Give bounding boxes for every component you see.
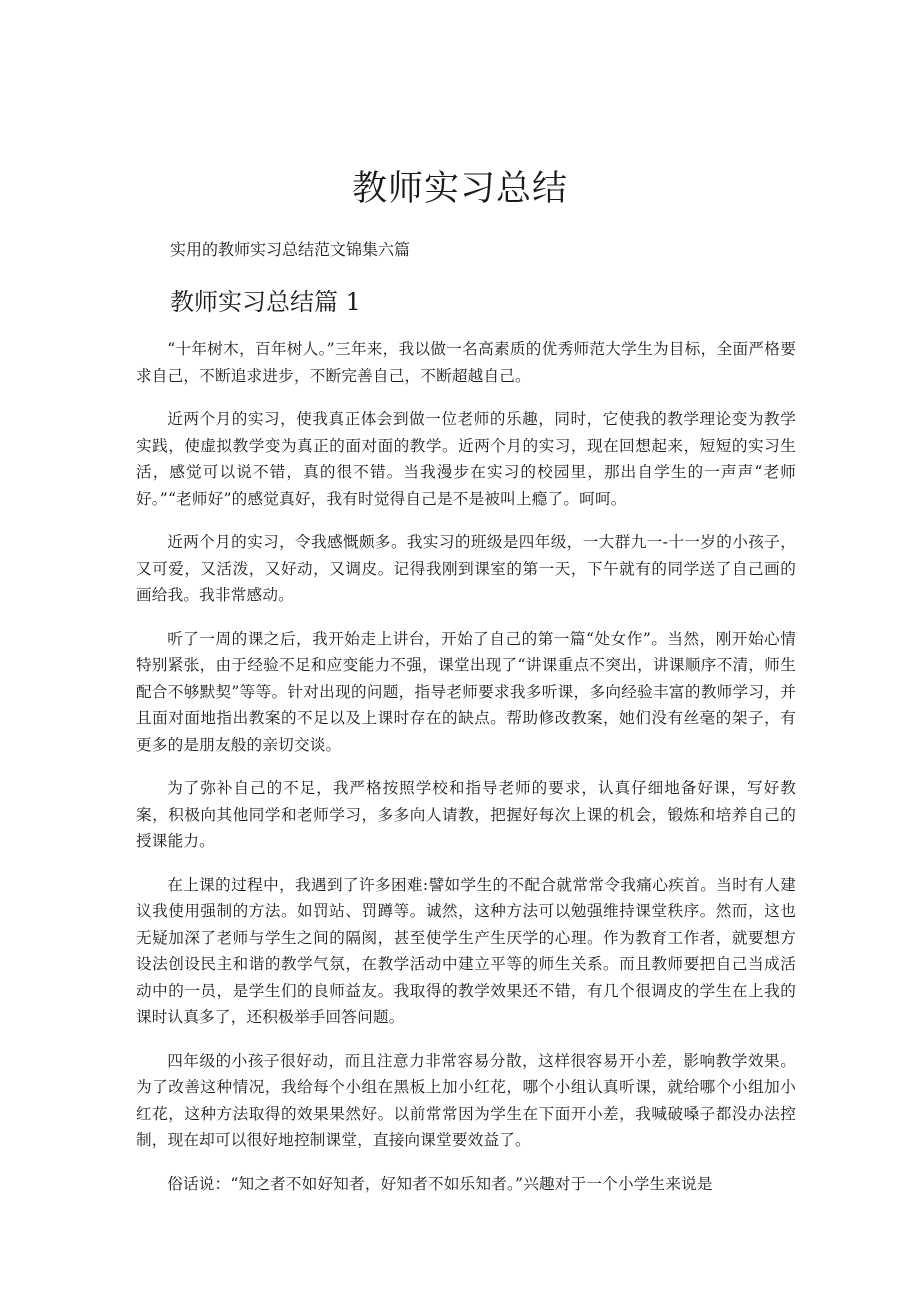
document-subtitle: 实用的教师实习总结范文锦集六篇 bbox=[170, 240, 411, 259]
paragraph-4: 听了一周的课之后，我开始走上讲台，开始了自己的第一篇“处女作”。当然，刚开始心情特别紧张，由于经验不足和应变能力不强，课堂出现了“讲课重点不突出，讲课顺序不清，师生配合不够默契”等等。针对出现的问题，指导老师要求我多听课，多向经验丰富的教师学习，并且面对面地指出教案的不足以及上课时存在的缺点。帮助修改教案，她们没有丝毫的架子，有更多的是朋友般的亲切交谈。 bbox=[136, 629, 796, 754]
paragraph-2: 近两个月的实习，使我真正体会到做一位老师的乐趣，同时，它使我的教学理论变为教学实践，使虚拟教学变为真正的面对面的教学。近两个月的实习，现在回想起来，短短的实习生活，感觉可以说不错，真的很不错。当我漫步在实习的校园里，那出自学生的一声声“老师好。”“老师好”的感觉真好，我有时觉得自己是不是被叫上瘾了。呵呵。 bbox=[136, 410, 796, 508]
paragraph-3: 近两个月的实习，令我感慨颇多。我实习的班级是四年级，一大群九一-十一岁的小孩子，又可爱，又活泼，又好动，又调皮。记得我刚到课室的第一天，下午就有的同学送了自己画的画给我。我非常感动。 bbox=[136, 533, 796, 604]
paragraph-1: “十年树木，百年树人。”三年来，我以做一名高素质的优秀师范大学生为目标，全面严格要求自己，不断追求进步，不断完善自己，不断超越自己。 bbox=[136, 340, 796, 385]
paragraph-7: 四年级的小孩子很好动，而且注意力非常容易分散，这样很容易开小差，影响教学效果。为了改善这种情况，我给每个小组在黑板上加小红花，哪个小组认真听课，就给哪个小组加小红花，这种方法取得的效果果然好。以前常常因为学生在下面开小差，我喊破嗓子都没办法控制，现在却可以很好地控制课堂，直接向课堂要效益了。 bbox=[136, 1051, 796, 1149]
document-title: 教师实习总结 bbox=[351, 169, 568, 209]
paragraph-8: 俗话说：“知之者不如好知者，好知者不如乐知者。”兴趣对于一个小学生来说是 bbox=[167, 1174, 713, 1193]
paragraph-6: 在上课的过程中，我遇到了许多困难:譬如学生的不配合就常常令我痛心疾首。当时有人建议我使用强制的方法。如罚站、罚蹲等。诚然，这种方法可以勉强维持课堂秩序。然而，这也无疑加深了老师与学生之间的隔阂，甚至使学生产生厌学的心理。作为教育工作者，就要想方设法创设民主和谐的教学气氛，在教学活动中建立平等的师生关系。而且教师要把自己当成活动中的一员，是学生们的良师益友。我取得的教学效果还不错，有几个很调皮的学生在上我的课时认真多了，还积极举手回答问题。 bbox=[136, 875, 796, 1026]
paragraph-5: 为了弥补自己的不足，我严格按照学校和指导老师的要求，认真仔细地备好课，写好教案，积极向其他同学和老师学习，多多向人请教，把握好每次上课的机会，锻炼和培养自己的授课能力。 bbox=[136, 779, 796, 850]
section-heading: 教师实习总结篇 1 bbox=[170, 288, 361, 316]
document-body bbox=[136, 336, 796, 1214]
